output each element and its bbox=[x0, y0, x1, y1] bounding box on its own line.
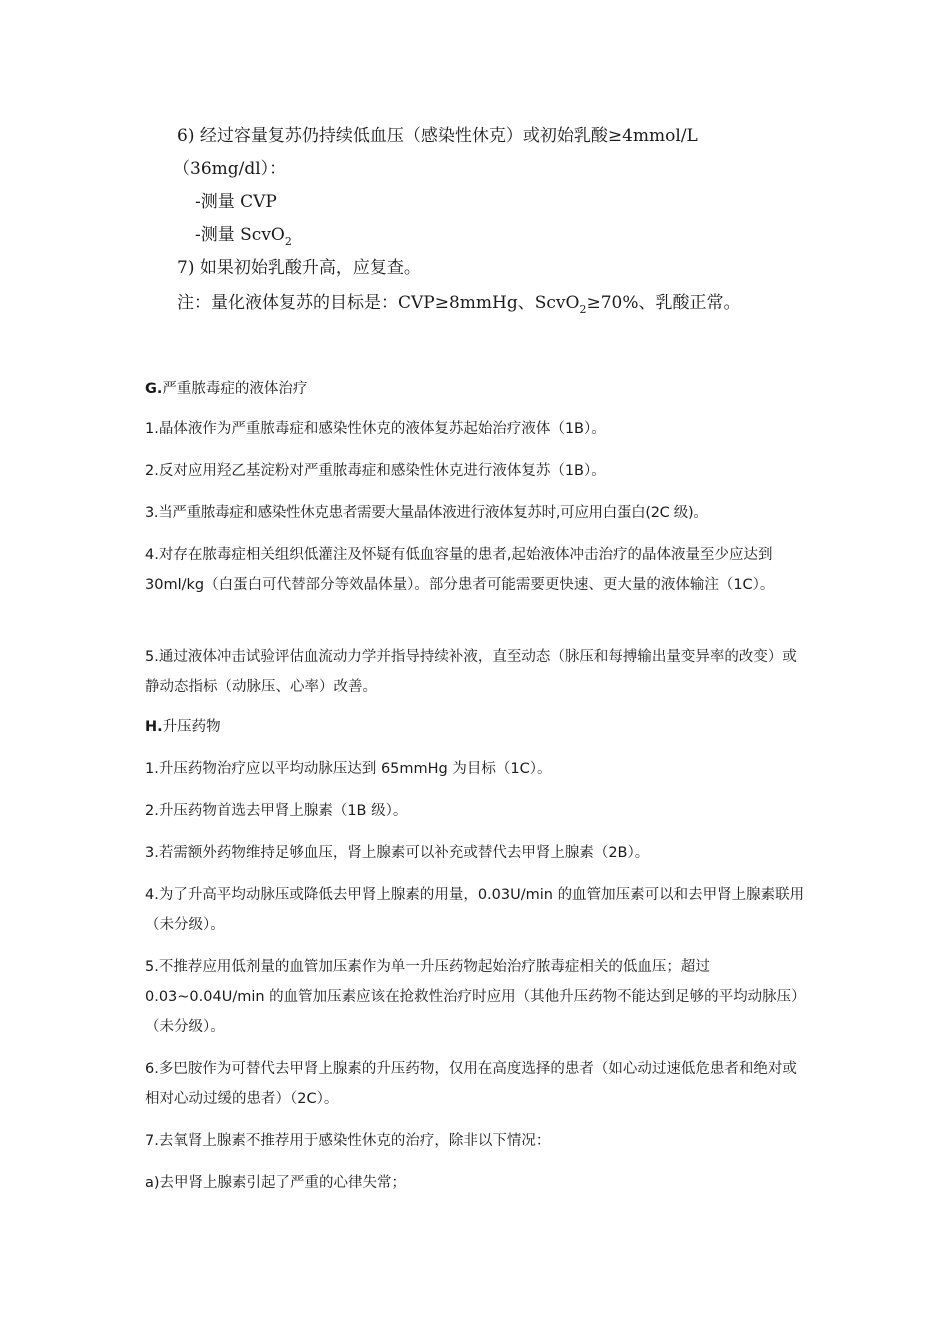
section-g-heading bbox=[145, 374, 810, 404]
section-h-item-5: 5.不推荐应用低剂量的血管加压素作为单一升压药物起始治疗脓毒症相关的低血压；超过 0.03~0.04U/min 的血管加压素应该在抢救性治疗时应用（其他升压药物不能达到足够的平均动脉压）（未分级）。 bbox=[145, 959, 806, 1035]
note-target-text: 注：量化液体复苏的目标是：CVP≥8mmHg、ScvO bbox=[177, 293, 580, 313]
section-h-item-2: 2.升压药物首选去甲肾上腺素（1B 级）。 bbox=[145, 803, 408, 819]
section-h-item-6: 6.多巴胺作为可替代去甲肾上腺素的升压药物，仅用在高度选择的患者（如心动过速低危患者和绝对或相对心动过缓的患者）（2C）。 bbox=[145, 1061, 797, 1107]
section-h-title: 升压药物 bbox=[162, 719, 221, 735]
section-g-letter: G. bbox=[145, 381, 163, 397]
section-h-item-3: 3.若需额外药物维持足够血压，肾上腺素可以补充或替代去甲肾上腺素（2B）。 bbox=[145, 845, 650, 861]
note-item-6: 6) 经过容量复苏仍持续低血压（感染性休克）或初始乳酸≥4mmol/L bbox=[177, 126, 698, 146]
section-h-letter: H. bbox=[145, 719, 163, 735]
section-h-heading bbox=[145, 712, 810, 742]
section-g-item-1: 1.晶体液作为严重脓毒症和感染性休克的液体复苏起始治疗液体（1B）。 bbox=[145, 421, 606, 437]
section-g-item-5: 5.通过液体冲击试验评估血流动力学并指导持续补液，直至动态（脉压和每搏输出量变异率的改变）或静动态指标（动脉压、心率）改善。 bbox=[145, 649, 797, 695]
note-target-tail: ≥70%、乳酸正常。 bbox=[586, 293, 741, 313]
note-scvo2 bbox=[195, 224, 292, 253]
section-h-item-1: 1.升压药物治疗应以平均动脉压达到 65mmHg 为目标（1C）。 bbox=[145, 761, 552, 777]
section-g-item-2: 2.反对应用羟乙基淀粉对严重脓毒症和感染性休克进行液体复苏（1B）。 bbox=[145, 463, 606, 479]
section-h-item-4: 4.为了升高平均动脉压或降低去甲肾上腺素的用量，0.03U/min 的血管加压素可以和去甲肾上腺素联用（未分级）。 bbox=[145, 887, 805, 933]
note-item-7: 7) 如果初始乳酸升高，应复查。 bbox=[177, 258, 421, 278]
section-h-item-7a: a)去甲肾上腺素引起了严重的心律失常； bbox=[145, 1175, 407, 1191]
section-h-item-7: 7.去氧肾上腺素不推荐用于感染性休克的治疗，除非以下情况： bbox=[145, 1133, 551, 1149]
note-item-6-cont: （36mg/dl）： bbox=[173, 159, 287, 179]
section-g-item-4: 4.对存在脓毒症相关组织低灌注及怀疑有低血容量的患者,起始液体冲击治疗的晶体液量至少应达到 30ml/kg（白蛋白可代替部分等效晶体量）。部分患者可能需要更快速、更大量的液体输注（1C）。 bbox=[145, 547, 775, 593]
note-target bbox=[177, 292, 740, 321]
section-g-item-3: 3.当严重脓毒症和感染性休克患者需要大量晶体液进行液体复苏时,可应用白蛋白(2C 级)。 bbox=[145, 505, 708, 521]
note-scvo2-text: -测量 ScvO bbox=[195, 225, 285, 245]
subscript: 2 bbox=[579, 303, 587, 316]
section-g-title: 严重脓毒症的液体治疗 bbox=[162, 381, 308, 397]
subscript: 2 bbox=[284, 235, 292, 248]
note-cvp: -测量 CVP bbox=[195, 192, 277, 212]
